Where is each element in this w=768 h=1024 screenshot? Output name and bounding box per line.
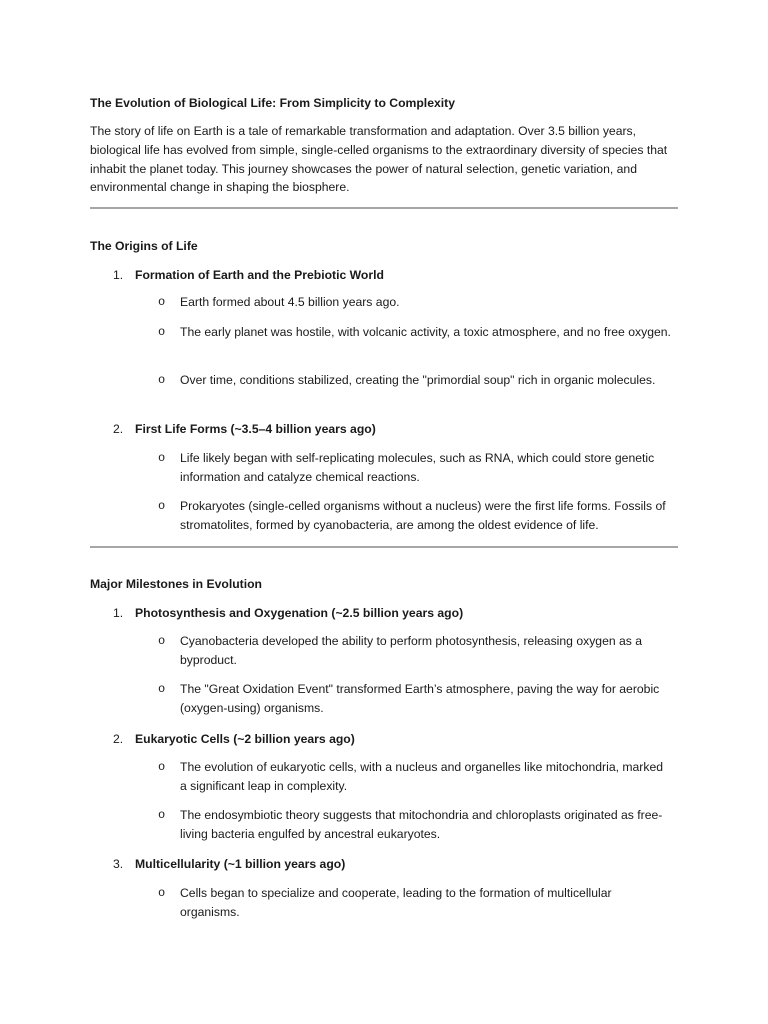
list-item-title: Eukaryotic Cells (~2 billion years ago) [135, 732, 355, 746]
bullet-marker: o [158, 634, 166, 648]
document-title: The Evolution of Biological Life: From Simplicity to Complexity [90, 96, 455, 110]
bullet-marker: o [158, 886, 166, 900]
intro-paragraph: The story of life on Earth is a tale of remarkable transformation and adaptation. Over 3.5 billion years, biological life has evolved from simple, single-celled organisms to the extraordinary diversity of species that inhabit the planet today. This journey showcases the power of natural selection, genetic variation, and environmental change in shaping the biosphere. [90, 124, 668, 195]
bullet-marker: o [158, 760, 166, 774]
bullet-text: Prokaryotes (single-celled organisms without a nucleus) were the first life forms. Fossils of stromatolites, formed by cyanobacteria, are among the oldest evidence of life. [180, 499, 666, 532]
bullet-text: Cells began to specialize and cooperate, leading to the formation of multicellular organisms. [180, 886, 612, 919]
bullet-text: Earth formed about 4.5 billion years ago. [180, 295, 400, 309]
list-number: 2. [113, 732, 124, 746]
bullet-text: The "Great Oxidation Event" transformed Earth’s atmosphere, paving the way for aerobic (oxygen-using) organisms. [180, 682, 660, 715]
bullet-text: Cyanobacteria developed the ability to perform photosynthesis, releasing oxygen as a byproduct. [180, 634, 643, 667]
bullet-marker: o [158, 373, 166, 387]
list-item-title: Multicellularity (~1 billion years ago) [135, 857, 346, 871]
section-heading-origins: The Origins of Life [90, 239, 198, 253]
bullet-marker: o [158, 499, 166, 513]
list-number: 1. [113, 268, 124, 282]
bullet-marker: o [158, 451, 166, 465]
list-number: 1. [113, 606, 124, 620]
bullet-text: Life likely began with self-replicating molecules, such as RNA, which could store genetic information and catalyze chemical reactions. [180, 451, 655, 484]
list-item-title: First Life Forms (~3.5–4 billion years ago) [135, 422, 376, 436]
horizontal-rule [90, 546, 678, 548]
bullet-text: Over time, conditions stabilized, creating the "primordial soup" rich in organic molecules. [180, 373, 656, 387]
bullet-text: The evolution of eukaryotic cells, with a nucleus and organelles like mitochondria, marked a significant leap in complexity. [180, 760, 664, 793]
list-item-title: Photosynthesis and Oxygenation (~2.5 billion years ago) [135, 606, 464, 620]
list-number: 2. [113, 422, 124, 436]
bullet-text: The early planet was hostile, with volcanic activity, a toxic atmosphere, and no free oxygen. [180, 325, 671, 339]
bullet-marker: o [158, 325, 166, 339]
bullet-marker: o [158, 808, 166, 822]
horizontal-rule [90, 207, 678, 209]
list-number: 3. [113, 857, 124, 871]
list-item-title: Formation of Earth and the Prebiotic World [135, 268, 384, 282]
bullet-marker: o [158, 295, 166, 309]
bullet-marker: o [158, 682, 166, 696]
section-heading-milestones: Major Milestones in Evolution [90, 577, 262, 591]
bullet-text: The endosymbiotic theory suggests that mitochondria and chloroplasts originated as free-living bacteria engulfed by ancestral eukaryotes. [180, 808, 663, 841]
